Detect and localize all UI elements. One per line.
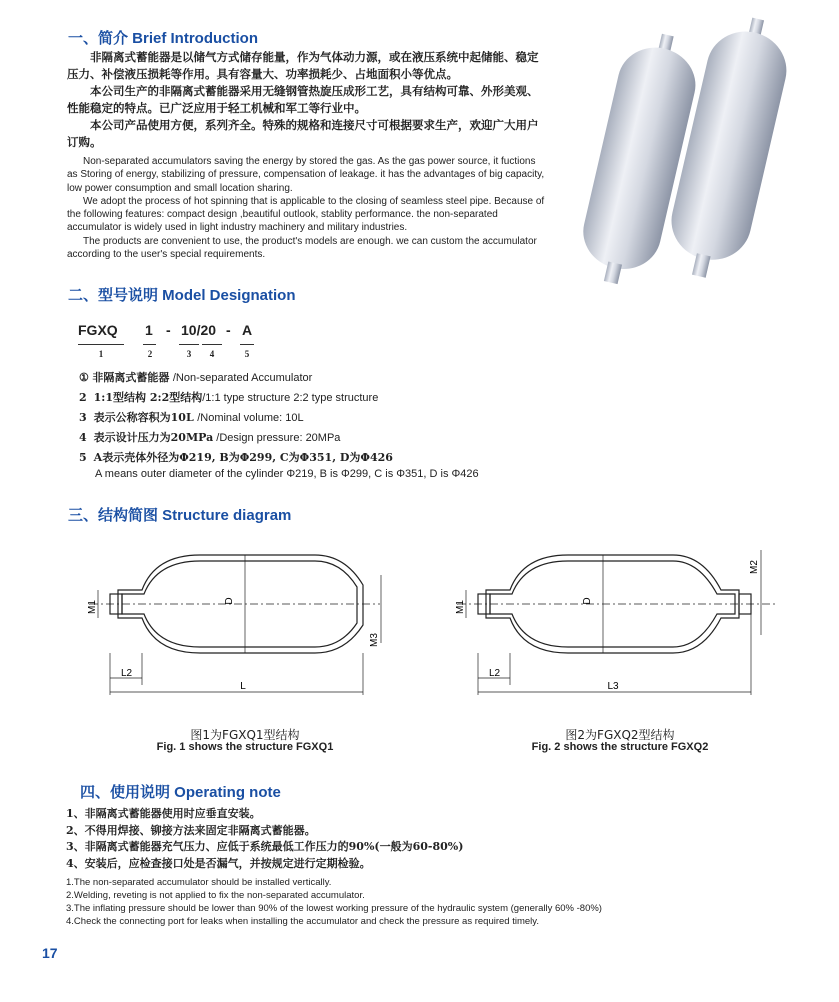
- model-item-1: ① 非隔离式蓄能器 /Non-separated Accumulator: [79, 371, 313, 384]
- intro-cn-para-2: 本公司生产的非隔离式蓄能器采用无缝钢管热旋压成形工艺，具有结构可靠、外形美观、性能稳定的特点。已广泛应用于轻工机械和军工等行业中。: [67, 84, 539, 115]
- intro-heading: 一、简介 Brief Introduction: [68, 30, 258, 47]
- fig2-label-D: D: [582, 597, 593, 605]
- note-cn-2: 2、不得用焊接、铆接方法来固定非隔离式蓄能器。: [66, 823, 316, 837]
- intro-cn-para-1: 非隔离式蓄能器是以储气方式储存能量，作为气体动力源，或在液压系统中起储能、稳定压力、补偿液压损耗等作用。具有容量大、功率损耗少、占地面积小等优点。: [67, 50, 539, 81]
- intro-en-para-2: We adopt the process of hot spinning that is applicable to the closing of seamless steel pipe. Because of the following features: compact design ,beautiful outlook, stablity performance. the non-separated accumulator is widely used in light industry machinery and military industries.: [67, 195, 545, 234]
- note-en-3: 3.The inflating pressure should be lower than 90% of the lowest working pressure of the hydraulic system (generally 60% -80%): [66, 903, 602, 914]
- notes-cn-list: [66, 806, 626, 872]
- code-dash-1: -: [166, 322, 171, 338]
- structure-heading: 三、结构简图 Structure diagram: [68, 507, 292, 524]
- code-num-5: 5: [244, 349, 250, 359]
- model-heading: 二、型号说明 Model Designation: [68, 287, 296, 304]
- code-num-3: 3: [186, 349, 192, 359]
- code-part-1: FGXQ: [78, 322, 118, 338]
- fig1-label-M3: M3: [369, 633, 380, 647]
- code-num-4: 4: [209, 349, 215, 359]
- model-items: [79, 370, 599, 482]
- model-item-4: 4 表示设计压力为20MPa /Design pressure: 20MPa: [79, 431, 341, 444]
- intro-en-para-3: The products are convenient to use, the product's models are enough. we can custom the accumulator according to the user's special requirements.: [67, 235, 537, 261]
- notes-heading: 四、使用说明 Operating note: [80, 784, 281, 801]
- fig1-label-M1: M1: [87, 600, 98, 614]
- code-part-2: 1: [145, 322, 153, 338]
- model-item-3: 3 表示公称容积为10L /Nominal volume: 10L: [79, 411, 304, 424]
- code-dash-2: -: [226, 322, 231, 338]
- note-en-1: 1.The non-separated accumulator should be installed vertically.: [66, 877, 332, 888]
- model-code: [78, 322, 278, 364]
- intro-cn-para-3: 本公司产品使用方便，系列齐全。特殊的规格和连接尺寸可根据要求生产，欢迎广大用户订购。: [67, 118, 539, 149]
- note-cn-1: 1、非隔离式蓄能器使用时应垂直安装。: [66, 807, 261, 820]
- fig1-label-L2: L2: [121, 668, 133, 679]
- page-number: 17: [42, 945, 58, 961]
- note-en-2: 2.Welding, reveting is not applied to fix the non-separated accumulator.: [66, 890, 365, 901]
- code-part-5: A: [242, 322, 253, 338]
- note-cn-4: 4、安装后，应检查接口处是否漏气，并按规定进行定期检验。: [66, 856, 371, 870]
- figure-2-caption-cn: 图2为FGXQ2型结构: [565, 728, 675, 742]
- accumulator-photo: [560, 10, 810, 300]
- code-num-1: 1: [98, 349, 104, 359]
- code-num-2: 2: [147, 349, 153, 359]
- note-en-4: 4.Check the connecting port for leaks when installing the accumulator and check the pressure as required timely.: [66, 916, 539, 927]
- intro-en-block: [67, 155, 545, 261]
- model-item-5-en: A means outer diameter of the cylinder Φ219, B is Φ299, C is Φ351, D is Φ426: [95, 468, 479, 480]
- model-item-5: 5 A表示壳体外径为Φ219, B为Φ299, C为Φ351, D为Φ426: [79, 451, 393, 464]
- code-part-3: 10/20: [181, 322, 217, 338]
- fig2-label-L2: L2: [489, 668, 501, 679]
- figure-2-caption-en: Fig. 2 shows the structure FGXQ2: [531, 741, 709, 753]
- model-item-2: 2 1:1型结构 2:2型结构/1:1 type structure 2:2 type structure: [79, 391, 379, 404]
- note-cn-3: 3、非隔离式蓄能器充气压力、应低于系统最低工作压力的90%(一般为60-80%): [66, 840, 464, 853]
- fig1-label-L: L: [240, 681, 246, 692]
- intro-en-para-1: Non-separated accumulators saving the energy by stored the gas. As the gas power source, it fuctions as Storing of energy, stabilizing of pressure, compensation of leakage. it has the advantages of big capacity, low power consumption and small location sharing.: [67, 156, 545, 194]
- intro-cn-block: [67, 49, 545, 151]
- figure-1-caption-en: Fig. 1 shows the structure FGXQ1: [156, 741, 334, 753]
- figure-2-diagram: [453, 545, 783, 715]
- fig2-label-M1: M1: [455, 600, 466, 614]
- fig2-label-L3: L3: [607, 681, 619, 692]
- fig1-label-D: D: [224, 597, 235, 605]
- figure-1-diagram: [85, 545, 385, 715]
- figure-1-caption-cn: 图1为FGXQ1型结构: [190, 728, 300, 742]
- notes-en-list: [66, 876, 766, 928]
- fig2-label-M2: M2: [749, 560, 760, 574]
